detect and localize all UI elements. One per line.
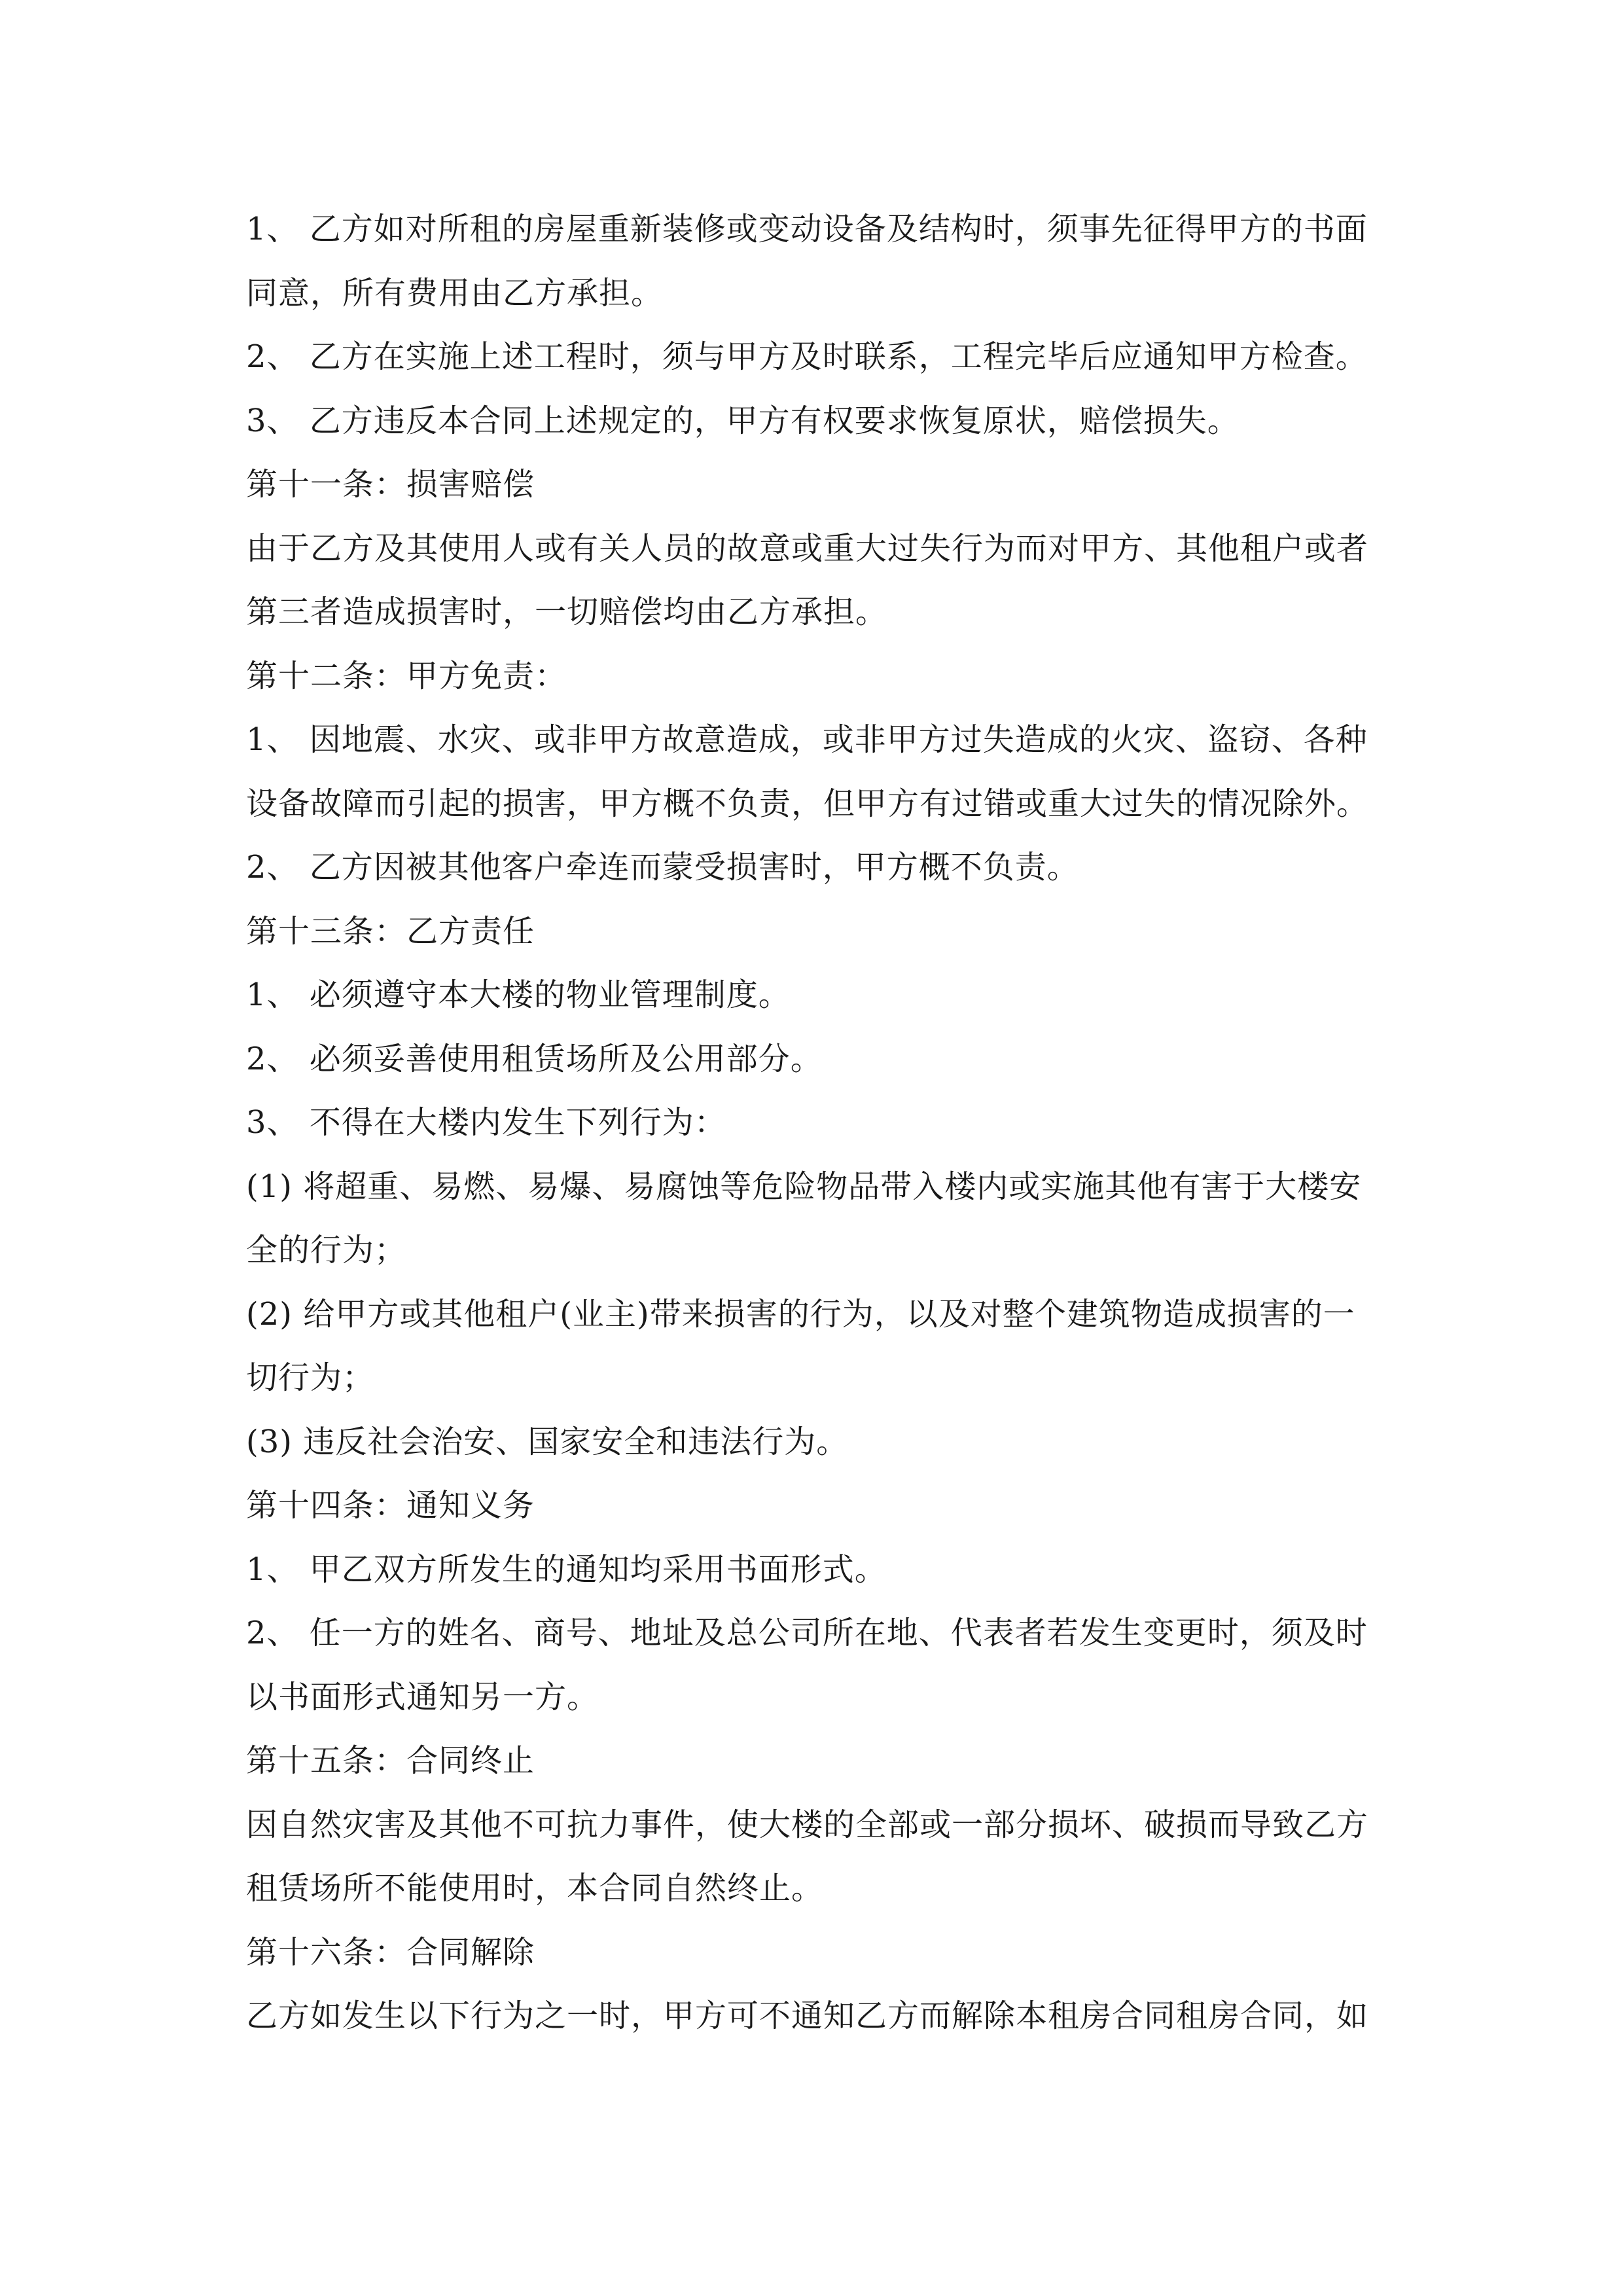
text-line: 2、 任一方的姓名、商号、地址及总公司所在地、代表者若发生变更时，须及时 [246,1615,1368,1651]
text-line: (3) 违反社会治安、国家安全和违法行为。 [246,1424,849,1460]
section-heading: 第十二条：甲方免责： [246,658,567,694]
section-heading: 第十六条：合同解除 [246,1934,535,1971]
section-heading: 第十三条：乙方责任 [246,913,535,950]
text-line: (1) 将超重、易燃、易爆、易腐蚀等危险物品带入楼内或实施其他有害于大楼安 [246,1168,1362,1205]
section-heading: 第十四条：通知义务 [246,1487,535,1524]
text-line: (2) 给甲方或其他租户(业主)带来损害的行为，以及对整个建筑物造成损害的一 [246,1296,1355,1333]
text-line: 因自然灾害及其他不可抗力事件，使大楼的全部或一部分损坏、破损而导致乙方 [246,1806,1369,1843]
text-line: 由于乙方及其使用人或有关人员的故意或重大过失行为而对甲方、其他租户或者 [246,530,1369,567]
text-line: 1、 乙方如对所租的房屋重新装修或变动设备及结构时，须事先征得甲方的书面 [246,211,1368,247]
text-line: 2、 必须妥善使用租赁场所及公用部分。 [246,1041,823,1077]
text-line: 切行为； [246,1359,375,1396]
text-line: 3、 乙方违反本合同上述规定的，甲方有权要求恢复原状，赔偿损失。 [246,403,1240,439]
text-line: 以书面形式通知另一方。 [246,1679,599,1715]
text-line: 3、 不得在大楼内发生下列行为： [246,1104,726,1141]
section-heading: 第十五条：合同终止 [246,1742,535,1779]
text-line: 同意，所有费用由乙方承担。 [246,275,664,312]
text-line: 租赁场所不能使用时，本合同自然终止。 [246,1870,824,1907]
text-line: 全的行为； [246,1232,407,1268]
text-line: 1、 必须遵守本大楼的物业管理制度。 [246,977,791,1013]
text-line: 设备故障而引起的损害，甲方概不负责，但甲方有过错或重大过失的情况除外。 [246,785,1369,822]
section-heading: 第十一条：损害赔偿 [246,466,535,503]
text-line: 2、 乙方在实施上述工程时，须与甲方及时联系，工程完毕后应通知甲方检查。 [246,338,1368,375]
text-line: 1、 甲乙双方所发生的通知均采用书面形式。 [246,1551,887,1588]
text-line: 2、 乙方因被其他客户牵连而蒙受损害时，甲方概不负责。 [246,849,1079,886]
text-line: 第三者造成损害时，一切赔偿均由乙方承担。 [246,594,888,630]
text-line: 乙方如发生以下行为之一时，甲方可不通知乙方而解除本租房合同租房合同，如 [246,1998,1369,2034]
text-line: 1、 因地震、水灾、或非甲方故意造成，或非甲方过失造成的火灾、盗窃、各种 [246,721,1368,758]
